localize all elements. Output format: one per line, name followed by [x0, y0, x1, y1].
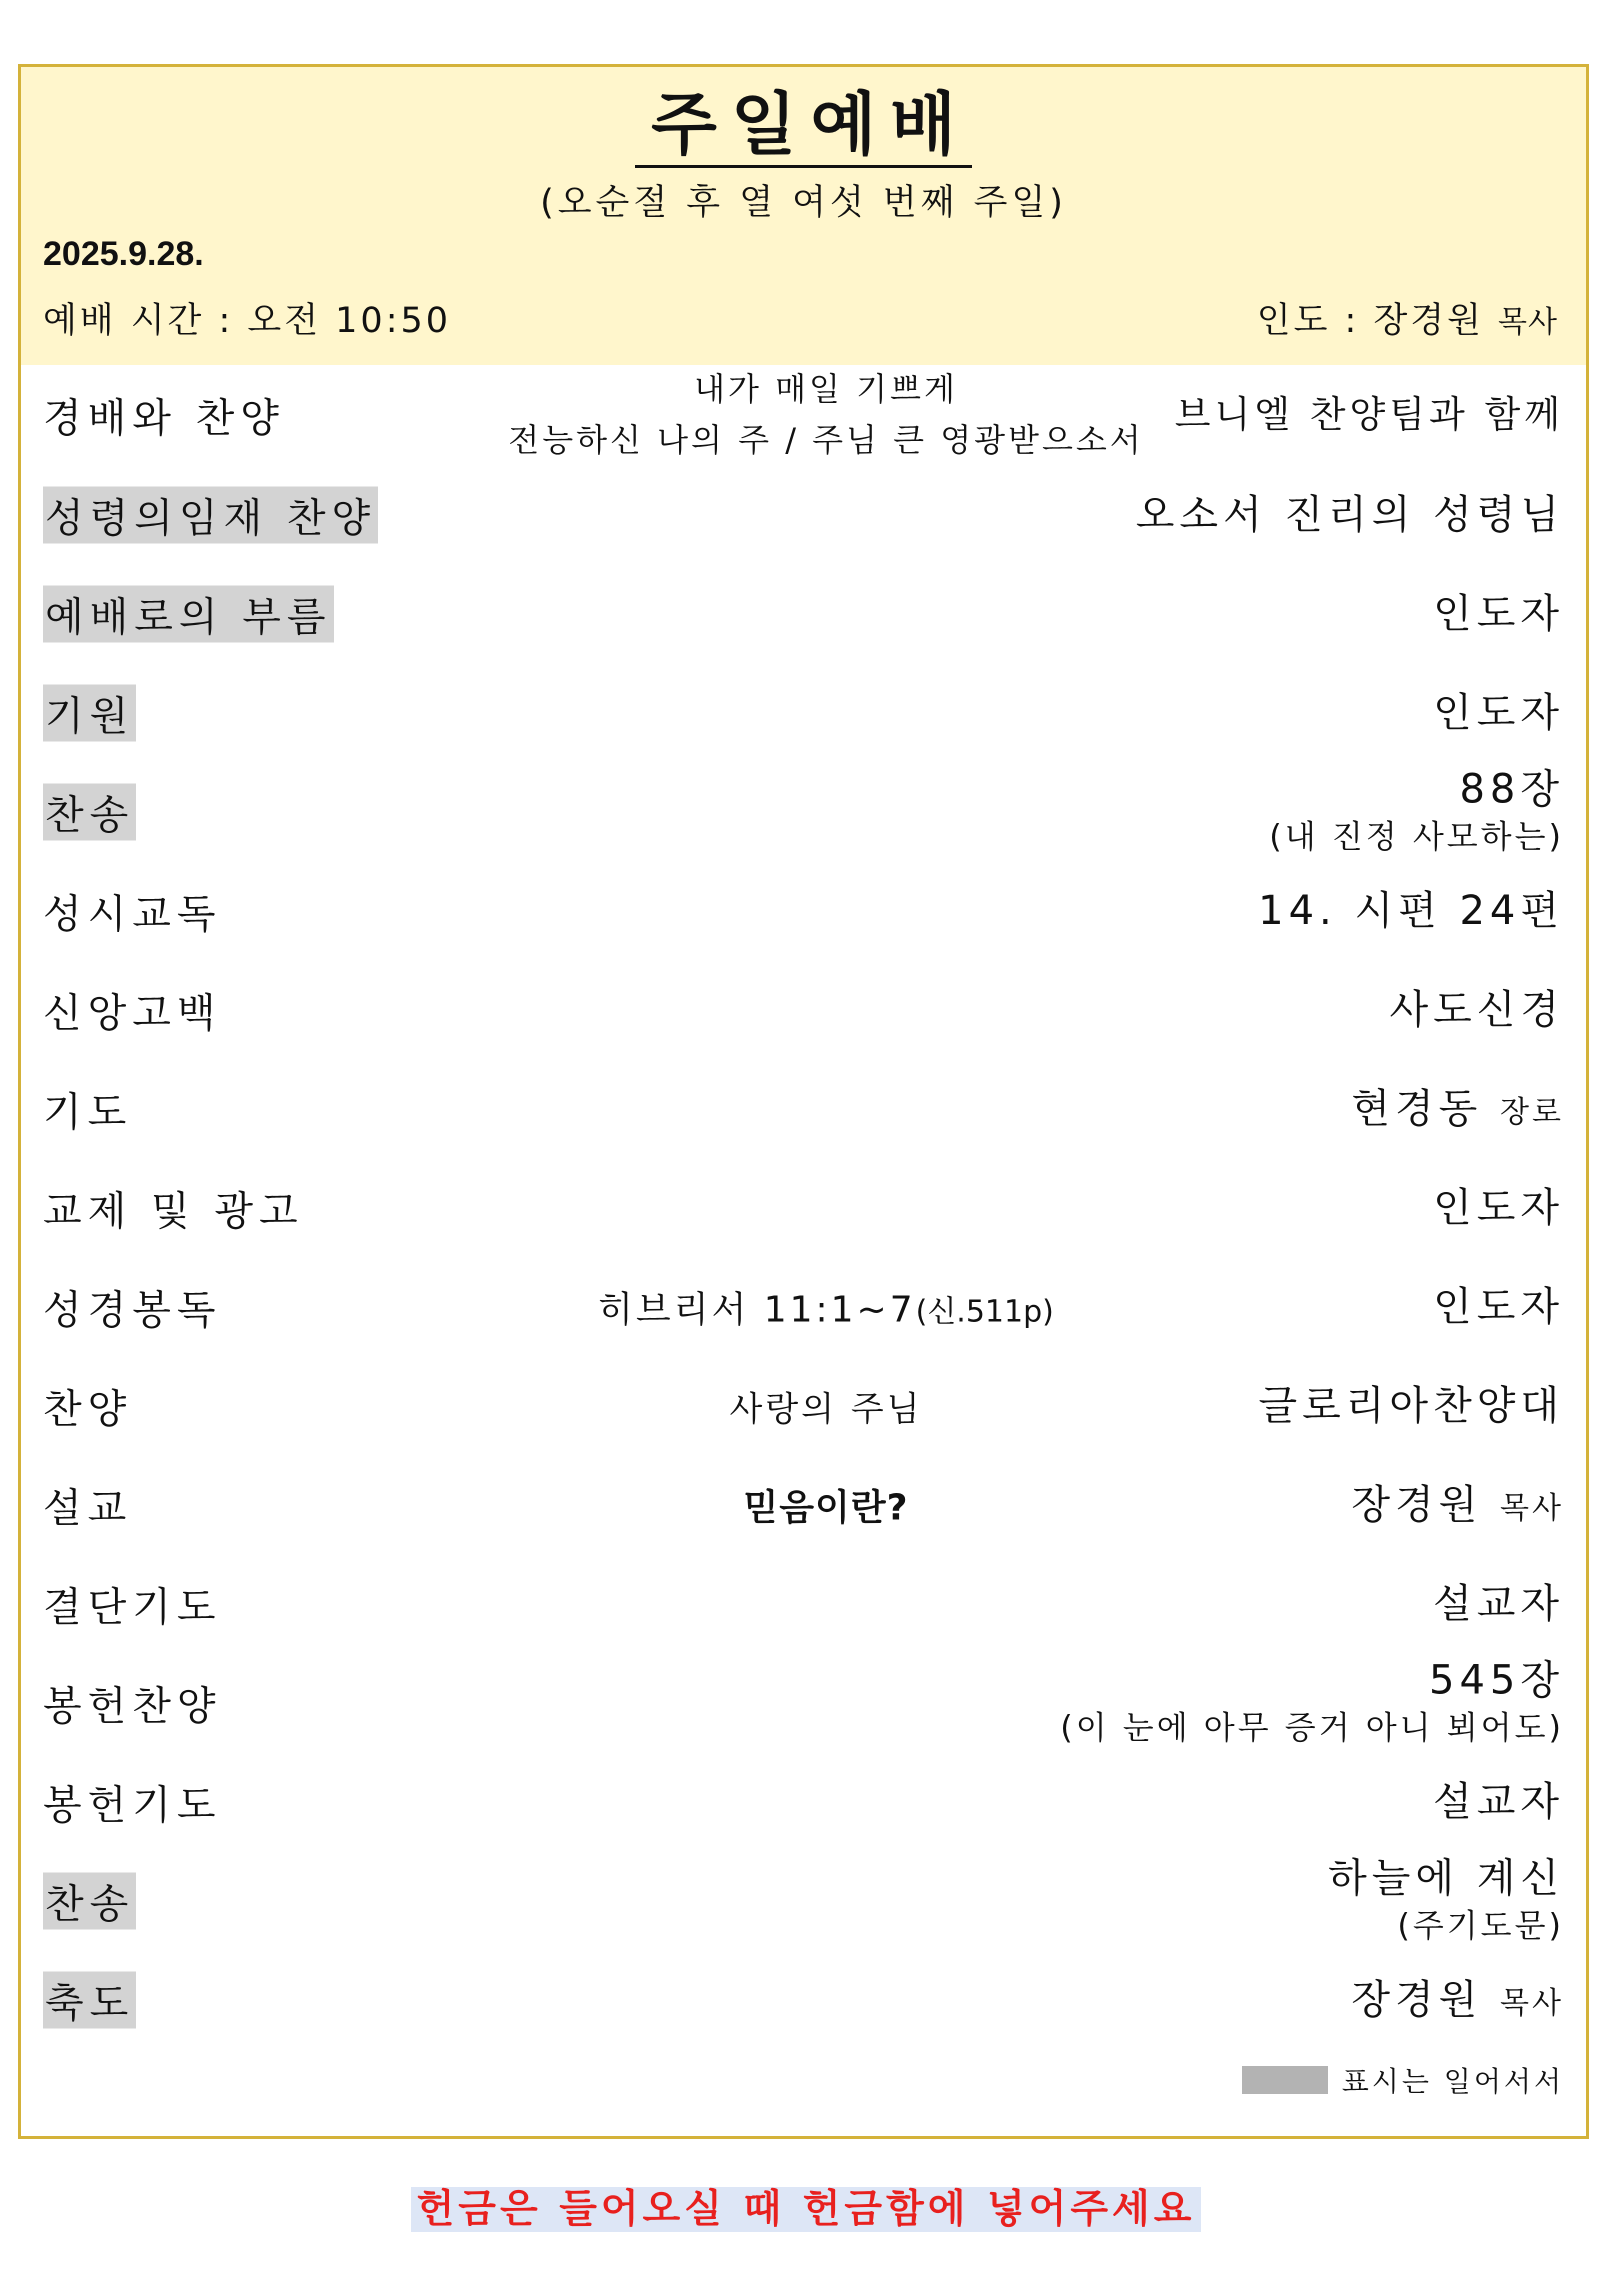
person-name: 장경원	[1351, 1976, 1483, 2023]
row-right: 인도자	[1433, 1283, 1564, 1330]
row-label-standing: 축도	[43, 1971, 136, 2028]
hymn-title: (주기도문)	[1397, 1906, 1564, 1945]
row-label-standing: 찬송	[43, 1872, 136, 1929]
service-row	[21, 1455, 1586, 1554]
hymn-number: 하늘에 계신	[1328, 1855, 1564, 1902]
service-row	[21, 564, 1586, 663]
row-label-standing: 예배로의 부름	[43, 585, 334, 642]
service-row	[21, 1356, 1586, 1455]
service-time: 예배 시간 : 오전 10:50	[43, 301, 452, 341]
row-label-standing: 기원	[43, 684, 136, 741]
person-title: 장로	[1500, 1094, 1564, 1130]
page-title: 주일예배	[635, 86, 972, 168]
row-label-standing: 성령의임재 찬양	[43, 486, 378, 543]
legend-swatch	[1242, 2066, 1328, 2094]
service-row	[21, 663, 1586, 762]
leader-name: 인도 : 장경원	[1256, 301, 1484, 341]
service-row	[21, 465, 1586, 564]
bulletin-frame	[18, 64, 1589, 2139]
row-right: 인도자	[1433, 1184, 1564, 1231]
row-label: 결단기도	[43, 1584, 222, 1630]
service-row	[21, 1257, 1586, 1356]
service-row	[21, 861, 1586, 960]
row-center	[421, 364, 1231, 466]
hymn-number: 545장	[1429, 1657, 1564, 1704]
page-title-wrap	[21, 87, 1586, 165]
row-label-standing: 찬송	[43, 783, 136, 840]
row-label: 성시교독	[43, 891, 222, 937]
service-row	[21, 1059, 1586, 1158]
page-subtitle: (오순절 후 열 여섯 번째 주일)	[540, 183, 1067, 223]
row-label: 설교	[43, 1485, 133, 1531]
hymn-number: 88장	[1459, 766, 1564, 813]
row-center	[421, 1281, 1231, 1332]
person-name: 장경원	[1351, 1481, 1483, 1528]
row-right: 인도자	[1433, 590, 1564, 637]
hymn-title: (내 진정 사모하는)	[1269, 817, 1564, 856]
row-right: 오소서 진리의 성령님	[1135, 491, 1564, 538]
sermon-title: 믿음이란?	[743, 1487, 909, 1528]
service-leader	[1257, 293, 1558, 343]
offering-notice	[0, 2178, 1612, 2234]
service-date: 2025.9.28.	[43, 235, 204, 273]
row-label: 신앙고백	[43, 990, 222, 1036]
row-right: 설교자	[1433, 1580, 1564, 1627]
service-row	[21, 1158, 1586, 1257]
person-title: 목사	[1500, 1985, 1564, 2021]
row-right	[1328, 1853, 1564, 1948]
standing-legend	[1242, 2060, 1564, 2100]
offering-notice-text: 헌금은 들어오실 때 헌금함에 넣어주세요	[411, 2187, 1202, 2232]
service-row	[21, 365, 1586, 465]
row-label: 기도	[43, 1089, 133, 1135]
service-row	[21, 1554, 1586, 1653]
service-row	[21, 1950, 1586, 2049]
row-right: 인도자	[1433, 689, 1564, 736]
service-row	[21, 762, 1586, 861]
row-center-line: 내가 매일 기쁘게	[694, 369, 958, 408]
row-right: 브니엘 찬양팀과 함께	[1174, 392, 1564, 436]
row-right	[1060, 1655, 1564, 1750]
service-row	[21, 960, 1586, 1059]
row-right	[1269, 764, 1564, 859]
row-center: 사랑의 주님	[729, 1389, 923, 1429]
legend-text: 표시는 일어서서	[1341, 2065, 1564, 2098]
row-right: 14. 시편 24편	[1258, 887, 1564, 934]
row-label: 경배와 찬양	[43, 395, 285, 442]
row-label: 교제 및 광고	[43, 1188, 304, 1234]
row-right: 설교자	[1433, 1778, 1564, 1825]
row-label: 성경봉독	[43, 1287, 222, 1333]
person-name: 현경동	[1351, 1085, 1483, 1132]
row-label: 봉헌찬양	[43, 1683, 222, 1729]
row-label: 찬양	[43, 1386, 133, 1432]
scripture-reference: 히브리서 11:1~7	[598, 1289, 916, 1330]
service-row	[21, 1752, 1586, 1851]
bulletin-header	[21, 67, 1586, 365]
hymn-title: (이 눈에 아무 증거 아니 뵈어도)	[1060, 1708, 1564, 1747]
row-right	[1351, 1084, 1564, 1134]
row-right: 글로리아찬양대	[1258, 1382, 1564, 1429]
row-right	[1351, 1480, 1564, 1530]
row-right: 사도신경	[1389, 986, 1564, 1033]
service-row	[21, 1653, 1586, 1752]
row-label: 봉헌기도	[43, 1782, 222, 1828]
leader-title: 목사	[1498, 305, 1558, 340]
service-row	[21, 1851, 1586, 1950]
row-center-line: 전능하신 나의 주 / 주님 큰 영광받으소서	[508, 421, 1144, 459]
person-title: 목사	[1500, 1490, 1564, 1526]
scripture-page: (신.511p)	[915, 1294, 1054, 1329]
row-right	[1351, 1975, 1564, 2025]
